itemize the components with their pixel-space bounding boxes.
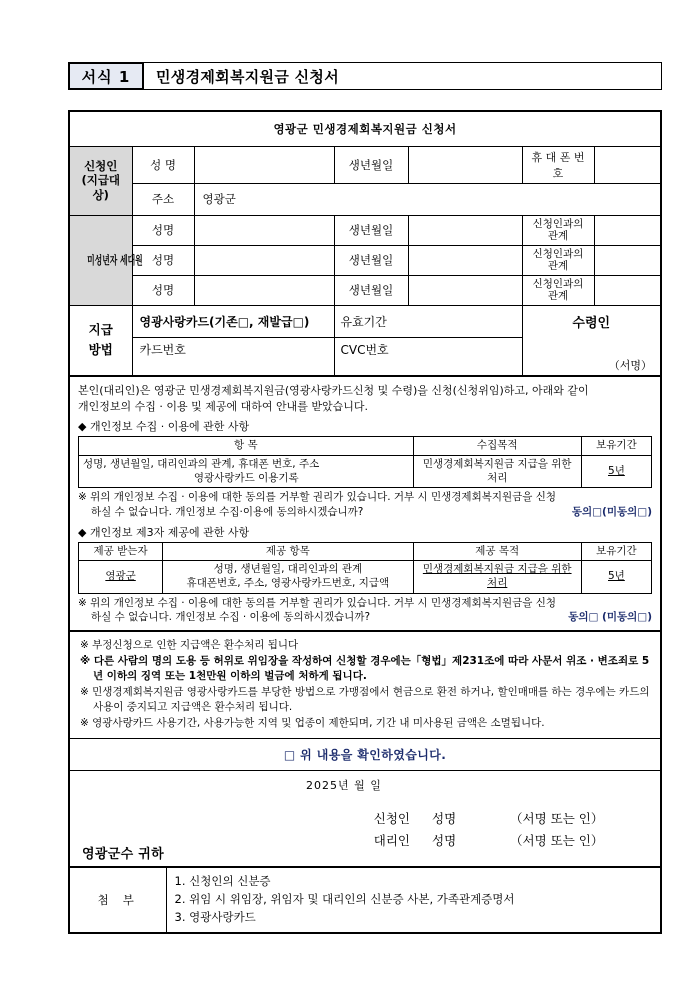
consent-note-2-line2-wrap bbox=[78, 610, 652, 625]
applicant-label-line2: (지급대상) bbox=[81, 173, 121, 202]
warning-item-1: ※ 부정신청으로 인한 지급액은 환수처리 됩니다 bbox=[80, 638, 299, 651]
attachment-item-2: 2. 위임 시 위임장, 위임자 및 대리인의 신분증 사본, 가족관계증명서 bbox=[174, 892, 515, 907]
col-header-retention: 보유기간 bbox=[581, 437, 651, 456]
col-header-receiver: 제공 받는자 bbox=[79, 542, 163, 561]
consent-section2-heading: ◆ 개인정보 제3자 제공에 관한 사항 bbox=[78, 525, 250, 539]
applicant-phone-label: 휴 대 폰 번 호 bbox=[522, 146, 594, 183]
agent-signature-mark[interactable]: （서명 또는 인） bbox=[510, 833, 604, 849]
collection-items-cell bbox=[79, 456, 414, 488]
consent-2-agree-checkboxes[interactable]: 동의□ (미동의□) bbox=[568, 611, 652, 624]
minor-3-birth-label: 생년월일 bbox=[334, 275, 408, 305]
attachments-list bbox=[166, 868, 660, 932]
applicant-birth-label: 생년월일 bbox=[334, 146, 408, 183]
consent-thirdparty-table bbox=[78, 542, 652, 594]
consent-intro-line1: 본인(대리인)은 영광군 민생경제회복지원금(영광사랑카드신청 및 수령)을 신청(신청위임)하고, 아래와 같이 bbox=[78, 383, 589, 397]
applicant-address-row bbox=[70, 183, 660, 215]
agent-signature-name[interactable]: 성명 bbox=[432, 833, 457, 849]
collection-items-line2: 영광사랑카드 이용기록 bbox=[193, 471, 299, 484]
applicant-signature-name[interactable]: 성명 bbox=[432, 811, 457, 827]
consent-note-2 bbox=[78, 596, 652, 625]
minor-1-birth-label: 생년월일 bbox=[334, 215, 408, 245]
attachment-item-1: 1. 신청인의 신분증 bbox=[174, 874, 271, 889]
privacy-consent-section bbox=[70, 376, 660, 631]
applicant-signature-mark[interactable]: （서명 또는 인） bbox=[510, 811, 604, 827]
minor-row-3 bbox=[70, 275, 660, 305]
date-line[interactable]: 2025년 월 일 bbox=[306, 779, 382, 793]
collection-purpose-cell: 민생경제회복지원금 지급을 위한 처리 bbox=[413, 456, 581, 488]
confirmation-checkbox-row[interactable]: □ 위 내용을 확인하였습니다. bbox=[70, 739, 660, 771]
consent-note-2-line2: 하실 수 없습니다. 개인정보 수집 · 이용에 동의하시겠습니까? bbox=[91, 611, 371, 624]
applicant-name-input[interactable] bbox=[194, 146, 334, 183]
attachment-item-3: 3. 영광사랑카드 bbox=[174, 910, 256, 925]
consent-section1-heading: ◆ 개인정보 수집 · 이용에 관한 사항 bbox=[78, 420, 250, 434]
col-header-items: 항 목 bbox=[79, 437, 414, 456]
applicant-name-label: 성 명 bbox=[132, 146, 194, 183]
minor-row-1 bbox=[70, 215, 660, 245]
col-header-provided-purpose: 제공 목적 bbox=[413, 542, 581, 561]
minor-row-2 bbox=[70, 245, 660, 275]
minor-2-relation-input[interactable] bbox=[594, 245, 660, 275]
applicant-signature-role: 신청인 bbox=[373, 811, 410, 827]
collection-retention-cell: 5년 bbox=[581, 456, 651, 488]
consent-note-1 bbox=[78, 490, 652, 519]
consent-note-1-line2-wrap bbox=[78, 505, 652, 520]
col-header-provided-retention: 보유기간 bbox=[581, 542, 651, 561]
minor-1-name-input[interactable] bbox=[194, 215, 334, 245]
consent-1-agree-checkboxes[interactable]: 동의□(미동의□) bbox=[571, 505, 652, 518]
applicant-signature-line bbox=[70, 809, 660, 827]
warning-item-2: ※ 다른 사람의 명의 도용 등 허위로 위임장을 작성하여 신청할 경우에는「형법」제231조에 따라 사문서 위조 · 변조죄로 5년 이하의 징역 또는 1천만원 이하의 벌금에 처하게 됩니다. bbox=[80, 654, 650, 682]
identity-table bbox=[70, 112, 660, 376]
consent-collection-table bbox=[78, 436, 652, 488]
col-header-provided-items: 제공 항목 bbox=[163, 542, 413, 561]
attachments-table bbox=[70, 867, 660, 931]
payment-row-1 bbox=[70, 305, 660, 338]
addressee-line: 영광군수 귀하 bbox=[82, 847, 164, 863]
agent-signature-role: 대리인 bbox=[373, 833, 410, 849]
warning-item-3: ※ 민생경제회복지원금 영광사랑카드를 부당한 방법으로 가맹점에서 현금으로 환전 하거나, 할인매매를 하는 경우에는 카드의 사용이 중지되고 지급액은 환수처리 됩니다. bbox=[80, 685, 650, 713]
application-form bbox=[68, 110, 662, 934]
thirdparty-items-line2: 휴대폰번호, 주소, 영광사랑카드번호, 지급액 bbox=[186, 576, 390, 589]
payment-label-line2: 방법 bbox=[88, 342, 113, 357]
minor-2-birth-label: 생년월일 bbox=[334, 245, 408, 275]
thirdparty-retention-cell: 5년 bbox=[581, 561, 651, 593]
minors-section-label bbox=[70, 215, 143, 305]
card-number-label[interactable]: 카드번호 bbox=[132, 338, 334, 375]
card-validity-label: 유효기간 bbox=[334, 305, 522, 338]
payment-section-label bbox=[70, 305, 132, 375]
minor-3-relation-input[interactable] bbox=[594, 275, 660, 305]
minor-1-relation-label: 신청인과의 관계 bbox=[522, 215, 594, 245]
minor-3-relation-label: 신청인과의 관계 bbox=[522, 275, 594, 305]
minor-1-relation-input[interactable] bbox=[594, 215, 660, 245]
consent-note-2-line1: ※ 위의 개인정보 수집 · 이용에 대한 동의를 거부할 권리가 있습니다. 거부 시 민생경제회복지원금을 신청 bbox=[78, 596, 557, 609]
attachments-label: 첨부 bbox=[70, 868, 166, 932]
thirdparty-purpose-line2: 처리 bbox=[487, 576, 508, 589]
thirdparty-items-cell bbox=[163, 561, 413, 593]
thirdparty-purpose-line1: 민생경제회복지원금 지급을 위한 bbox=[422, 563, 572, 576]
card-type-label[interactable]: 영광사랑카드(기존□, 재발급□) bbox=[132, 305, 334, 338]
thirdparty-items-line1: 성명, 생년월일, 대리인과의 관계 bbox=[213, 563, 363, 576]
form-header bbox=[68, 62, 662, 90]
receiver-label: 수령인 bbox=[572, 315, 611, 331]
receiver-cell bbox=[522, 305, 660, 375]
minor-2-name-input[interactable] bbox=[194, 245, 334, 275]
minor-2-relation-label: 신청인과의 관계 bbox=[522, 245, 594, 275]
applicant-birth-input[interactable] bbox=[408, 146, 522, 183]
col-header-purpose: 수집목적 bbox=[413, 437, 581, 456]
collection-items-line1: 성명, 생년월일, 대리인과의 관계, 휴대폰 번호, 주소 bbox=[83, 458, 320, 471]
minor-3-name-input[interactable] bbox=[194, 275, 334, 305]
applicant-address-input[interactable]: 영광군 bbox=[194, 183, 660, 215]
minor-3-name-label: 성명 bbox=[132, 275, 194, 305]
minors-label-text: 미성년자 세대원 bbox=[87, 252, 143, 267]
thirdparty-receiver-cell: 영광군 bbox=[79, 561, 163, 593]
applicant-label-line1: 신청인 bbox=[84, 158, 118, 173]
minor-2-name-label: 성명 bbox=[132, 245, 194, 275]
page-title: 영광군 민생경제회복지원금 신청서 bbox=[70, 112, 660, 146]
applicant-row bbox=[70, 146, 660, 183]
cvc-label[interactable]: CVC번호 bbox=[334, 338, 522, 375]
applicant-address-label: 주소 bbox=[132, 183, 194, 215]
consent-note-1-line1: ※ 위의 개인정보 수집 · 이용에 대한 동의를 거부할 권리가 있습니다. 거부 시 민생경제회복지원금을 신청 bbox=[78, 491, 557, 504]
consent-thirdparty-data-row bbox=[79, 561, 652, 593]
form-number-badge: 서식 1 bbox=[68, 62, 144, 90]
consent-intro-line2: 개인정보의 수집 · 이용 및 제공에 대하여 안내를 받았습니다. bbox=[78, 400, 368, 414]
document-title-row bbox=[70, 112, 660, 146]
consent-collection-data-row bbox=[79, 456, 652, 488]
applicant-section-label bbox=[70, 146, 132, 215]
consent-note-1-line2: 하실 수 없습니다. 개인정보 수집·이용에 동의하시겠습니까? bbox=[91, 505, 364, 518]
consent-thirdparty-header-row bbox=[79, 542, 652, 561]
warnings-section bbox=[70, 631, 660, 739]
receiver-signature-hint: （서명） bbox=[608, 358, 653, 372]
signature-section bbox=[70, 771, 660, 867]
minor-1-name-label: 성명 bbox=[132, 215, 194, 245]
minor-1-birth-input[interactable] bbox=[408, 215, 522, 245]
warning-item-4: ※ 영광사랑카드 사용기간, 사용가능한 지역 및 업종이 제한되며, 기간 내 미사용된 금액은 소멸됩니다. bbox=[80, 716, 545, 729]
thirdparty-purpose-cell bbox=[413, 561, 581, 593]
payment-label-line1: 지급 bbox=[88, 322, 113, 337]
consent-collection-header-row bbox=[79, 437, 652, 456]
form-title: 민생경제회복지원금 신청서 bbox=[144, 62, 662, 90]
attachments-row bbox=[70, 868, 660, 932]
minor-3-birth-input[interactable] bbox=[408, 275, 522, 305]
minor-2-birth-input[interactable] bbox=[408, 245, 522, 275]
applicant-phone-input[interactable] bbox=[594, 146, 660, 183]
